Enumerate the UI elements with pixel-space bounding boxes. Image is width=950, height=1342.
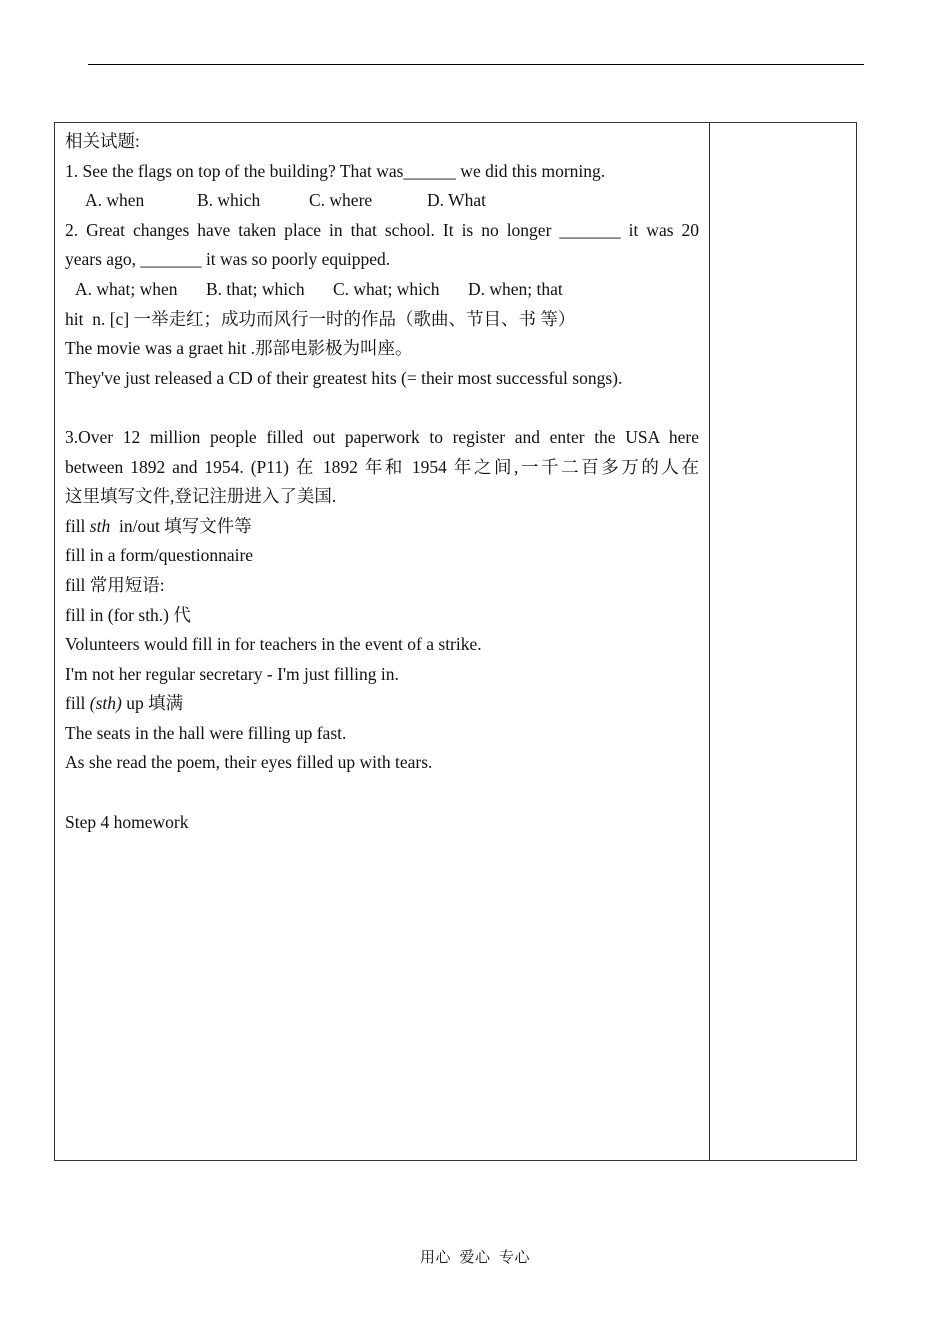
example-sentence: They've just released a CD of their greatest hits (= their most successful songs). <box>65 367 623 388</box>
phrase-italic: (sth) <box>89 693 122 714</box>
option-b: B. that; which <box>206 278 305 299</box>
phrase-example: fill in a form/questionnaire <box>65 545 254 566</box>
example-sentence: As she read the poem, their eyes filled up with tears. <box>65 752 433 773</box>
phrase-italic: sth <box>89 515 111 536</box>
page-footer: 用心 爱心 专心 <box>419 1250 530 1266</box>
example-sentence: Volunteers would fill in for teachers in the event of a strike. <box>65 634 482 655</box>
example-sentence: I'm not her regular secretary - I'm just filling in. <box>65 663 399 684</box>
question-2-cont: years ago, _______ it was so poorly equipped. <box>65 249 391 270</box>
blank-line <box>65 393 699 423</box>
question-2-options <box>65 275 699 305</box>
option-b: B. which <box>197 190 261 211</box>
example-sentence: The seats in the hall were filling up fast. <box>65 722 347 743</box>
phrase-text: fill <box>65 693 90 714</box>
question-2: 2. Great changes have taken place in that school. It is no longer _______ it was 20 <box>65 219 699 240</box>
main-cell <box>55 123 710 1160</box>
phrase-text: up 填满 <box>121 693 184 714</box>
blank-line <box>65 778 699 808</box>
item-3: 3.Over 12 million people filled out paperwork to register and enter the USA here <box>65 426 699 447</box>
item-3-translation: 这里填写文件,登记注册进入了美国. <box>65 486 337 507</box>
question-1-options <box>65 186 699 216</box>
step-heading: Step 4 homework <box>65 811 189 832</box>
phrase-fill-in-for: fill in (for sth.) 代 <box>65 604 191 625</box>
side-cell <box>710 123 856 1160</box>
phrase-text: in/out 填写文件等 <box>110 515 252 536</box>
phrase-heading: fill 常用短语: <box>65 574 165 595</box>
item-3-cont: between 1892 and 1954. (P11) 在 1892 年和 1954 年之间,一千二百多万的人在 <box>65 456 699 477</box>
content-table <box>54 122 857 1161</box>
option-c: C. where <box>309 190 373 211</box>
section-heading: 相关试题: <box>65 131 140 151</box>
phrase-text: fill <box>65 515 90 536</box>
question-1: 1. See the flags on top of the building? That was______ we did this morning. <box>65 160 606 181</box>
option-a: A. when <box>85 190 145 211</box>
vocab-hit: hit n. [c] 一举走红；成功而风行一时的作品（歌曲、节目、书 等） <box>65 308 576 329</box>
phrase-fill-in-out <box>65 512 699 542</box>
option-a: A. what; when <box>75 278 178 299</box>
example-sentence: The movie was a graet hit .那部电影极为叫座。 <box>65 338 413 359</box>
option-c: C. what; which <box>333 278 440 299</box>
phrase-fill-up <box>65 689 699 719</box>
option-d: D. when; that <box>468 278 563 299</box>
header-rule <box>88 64 864 65</box>
option-d: D. What <box>427 190 486 211</box>
